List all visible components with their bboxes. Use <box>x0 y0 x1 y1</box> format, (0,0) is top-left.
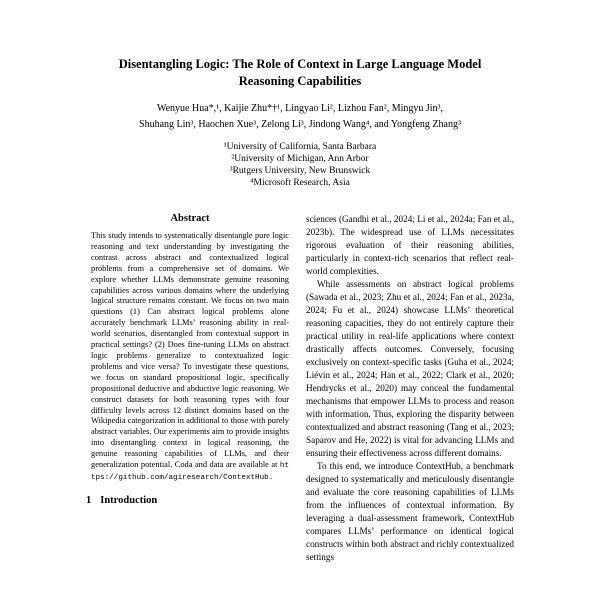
affiliation-4: ⁴Microsoft Research, Asia <box>250 178 350 188</box>
section-heading-introduction <box>86 495 294 506</box>
section-number: 1 <box>86 494 92 506</box>
affiliation-2: ²University of Michigan, Ann Arbor <box>231 154 369 164</box>
body-paragraph-2: While assessments on abstract logical problems (Sawada et al., 2023; Zhu et al., 2024; Fan et al., 2023a, 2024; Fu et al., 2024) showcase LLMs’ theoretical reasoning capacities, they do not entirely capture their practical utility in real-life applications where context drastically affects outcomes. Conversely, focusing exclusively on context-specific tasks (Guha et al., 2024; Liévin et al., 2024; Han et al., 2022; Clark et al., 2020; Hendrycks et al., 2020) may conceal the fundamental mechanisms that empower LLMs to process and reason with information. Thus, exploring the disparity between contextualized and abstract reasoning (Tang et al., 2023; Saparov and He, 2022) is vital for advancing LLMs and ensuring their effectiveness across different domains. <box>306 279 514 458</box>
two-column-body <box>86 213 514 564</box>
paper-url-link[interactable]: https://github.com/agiresearch/ContextHub. <box>91 462 290 482</box>
abstract-text <box>86 231 294 484</box>
paper-title <box>86 56 514 90</box>
abstract-body-text: This study intends to systematically disentangle pure logic reasoning and text understanding by investigating the contrast across abstract and contextualized logical problems from a comprehensive set of domains. We explore whether LLMs demonstrate genuine reasoning capabilities across various domains where the underlying logical structure remains constant. We focus on two main questions (1) Can abstract logical problems alone accurately benchmark LLMs’ reasoning ability in real-world scenarios, disentangled from contextual support in practical settings? (2) Does fine-tuning LLMs on abstract logic problems generalize to contextualized logic problems and vice versa? To investigate these questions, we focus on standard propositional logic, specifically propositional deductive and abductive logic reasoning. We construct datasets for both reasoning types with four difficulty levels across 12 distinct domains based on the Wikipedia categorization in additional to those with purely abstract variables. Our experiments aim to provide insights into disentangling context in logical reasoning, the genuine reasoning capabilities of LLMs, and their generalization potential. Coda and data are available at <box>91 231 289 470</box>
author-list <box>86 101 514 132</box>
affiliation-3: ³Rutgers University, New Brunswick <box>229 166 371 176</box>
affiliation-1: ¹University of California, Santa Barbara <box>223 142 377 152</box>
section-title: Introduction <box>100 494 158 506</box>
left-column <box>86 213 294 564</box>
body-paragraph-3: To this end, we introduce ContextHub, a benchmark designed to systematically and meticulously disentangle and evaluate the core reasoning capabilities of LLMs from the influences of contextual information. By leveraging a dual-assessment framework, ContextHub compares LLMs’ performance on identical logical constructs within both abstract and richly contextualized settings <box>306 461 514 562</box>
right-column <box>306 213 514 564</box>
body-paragraph-1: sciences (Gandhi et al., 2024; Li et al., 2024a; Fan et al., 2023b). The widespread use of LLMs necessitates rigorous evaluation of their reasoning abilities, particularly in context-rich scenarios that reflect real-world complexities. <box>306 214 514 276</box>
affiliation-list <box>86 141 514 189</box>
author-line-1: Wenyue Hua*,¹, Kaijie Zhu*†¹, Lingyao Li², Lizhou Fan², Mingyu Jin³, <box>156 103 444 114</box>
paper-title-line-2: Reasoning Capabilities <box>238 74 362 88</box>
author-line-2: Shuhang Lin³, Haochen Xue³, Zelong Li³, Jindong Wang⁴, and Yongfeng Zhang³ <box>139 118 461 130</box>
abstract-heading: Abstract <box>170 213 210 224</box>
paper-title-line-1: Disentangling Logic: The Role of Context in Large Language Model <box>118 57 482 71</box>
